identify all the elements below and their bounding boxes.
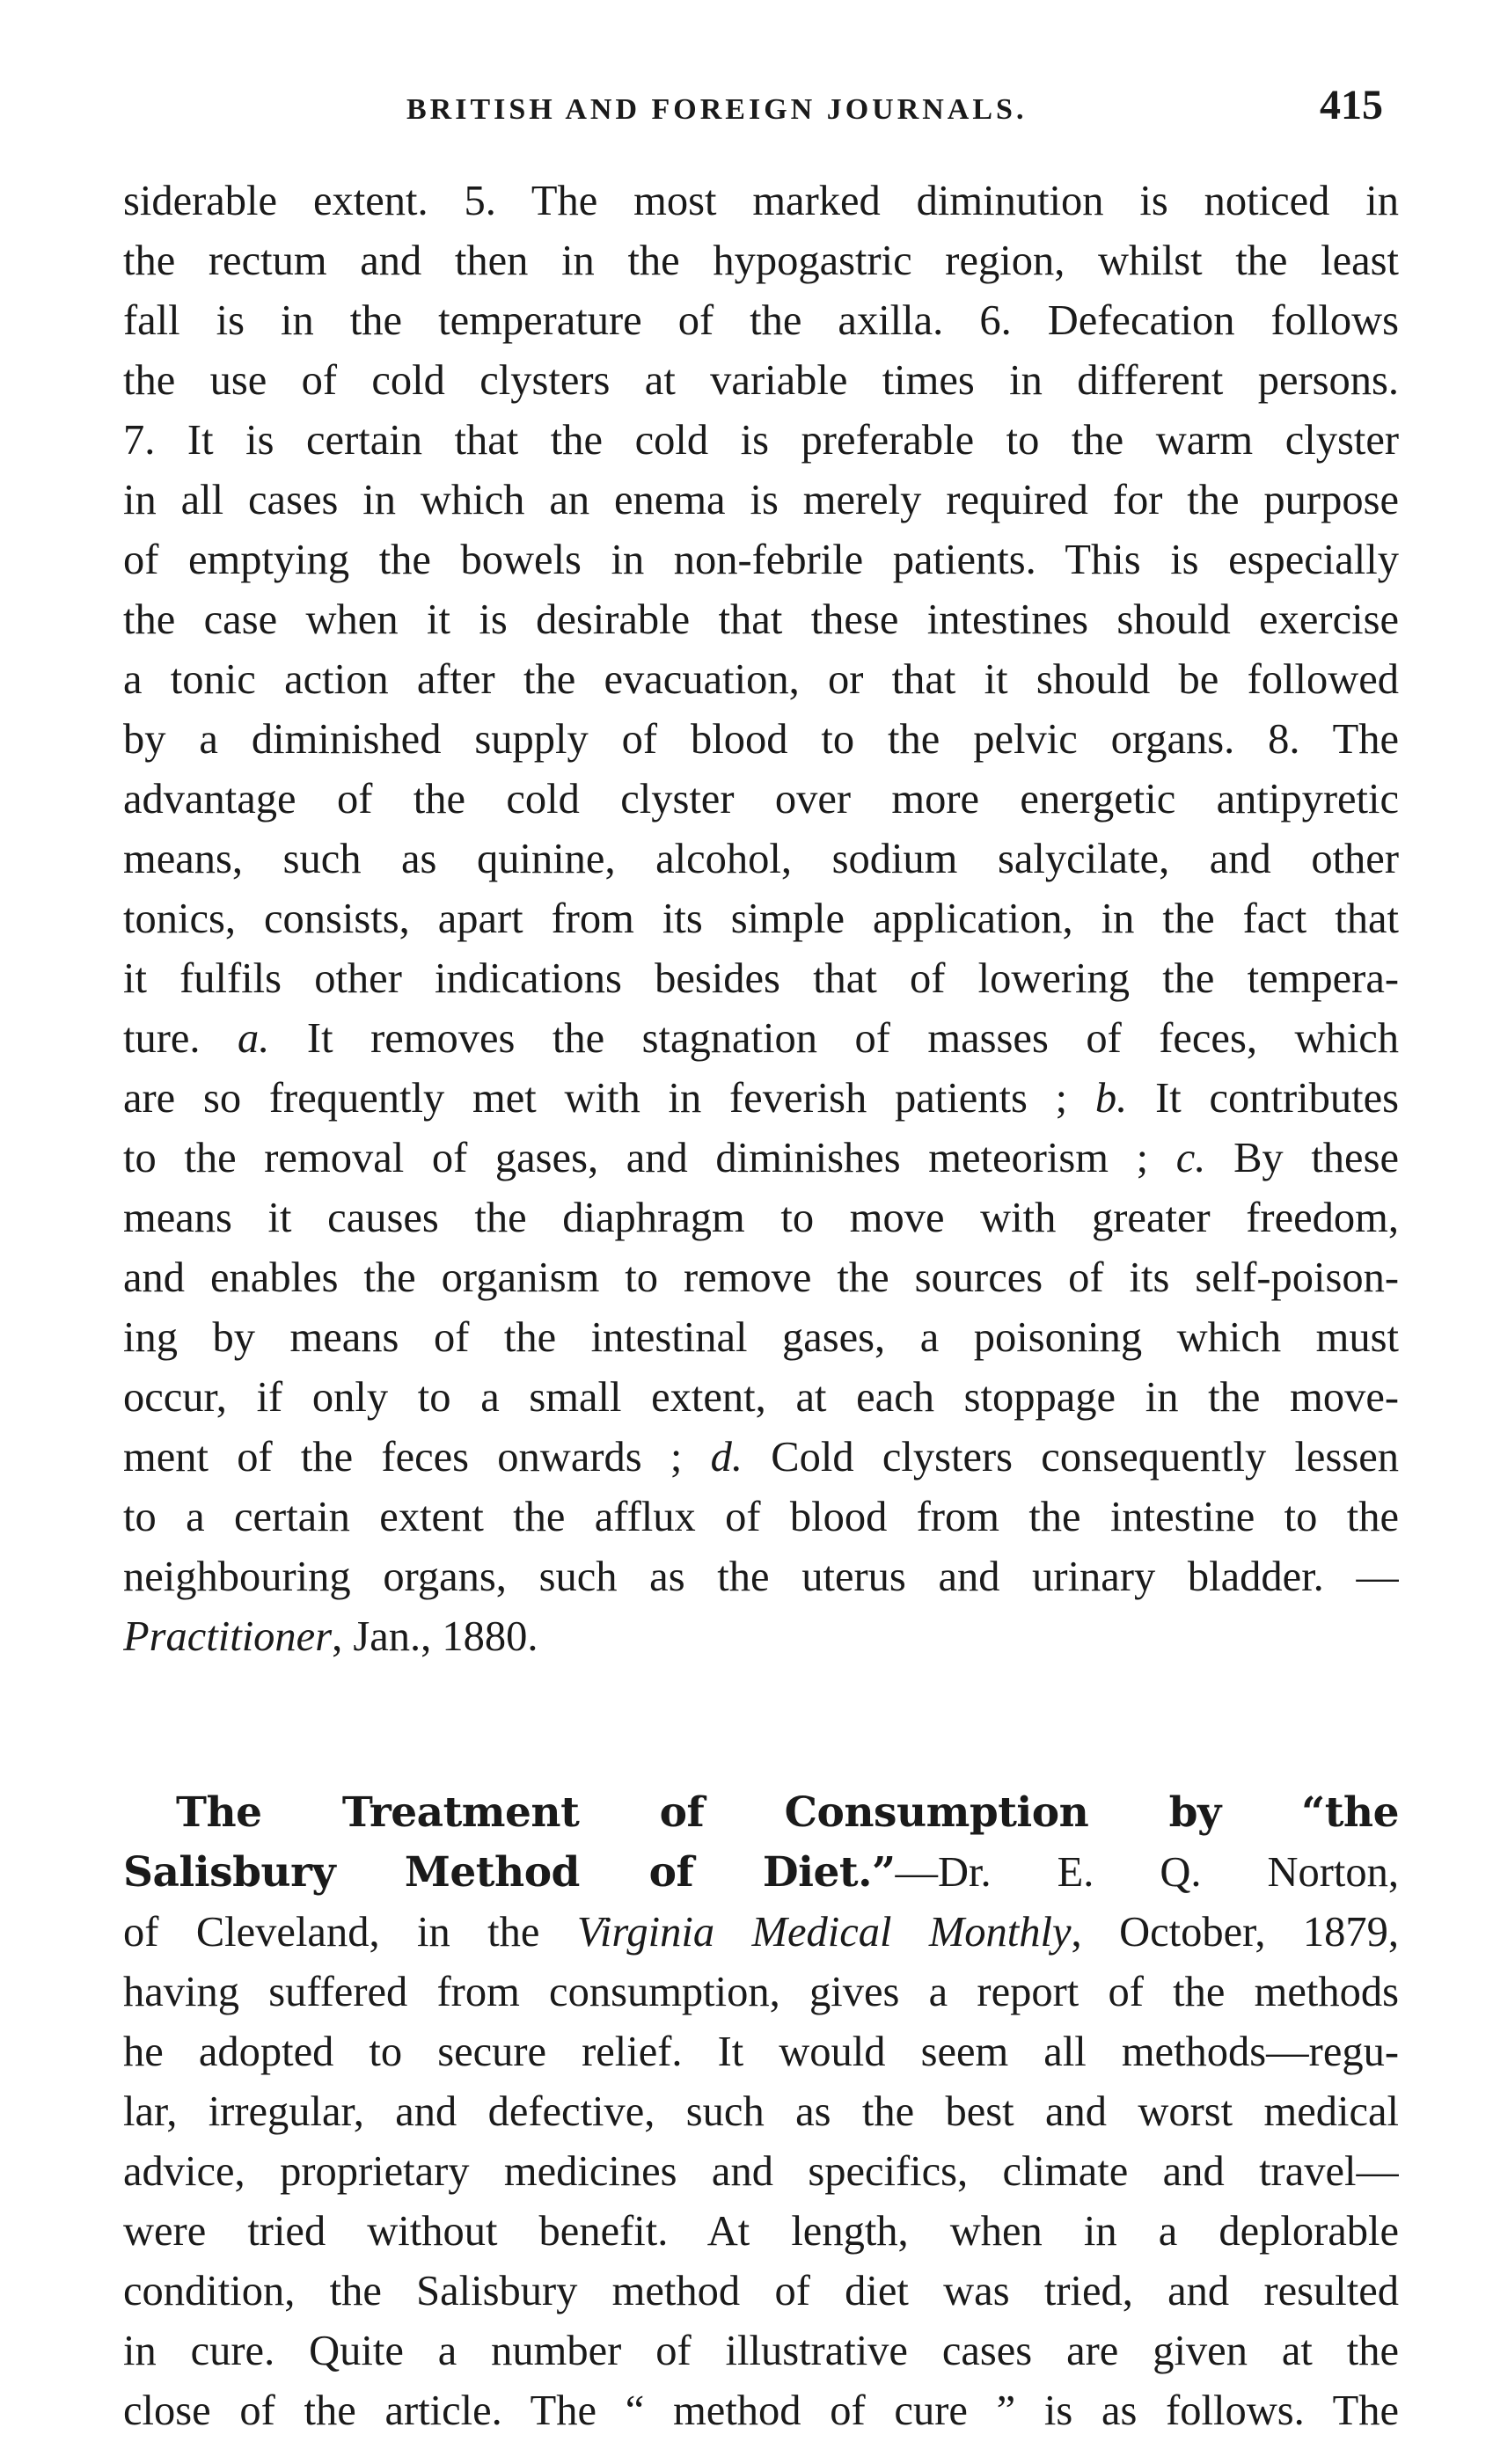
section-heading-text: The Treatment of Consumption by “the <box>176 1788 1399 1837</box>
list-marker: a. <box>238 1015 270 1062</box>
text-fragment: —Dr. E. Q. Norton, <box>895 1849 1399 1896</box>
journal-title: BRITISH AND FOREIGN JOURNALS. <box>406 93 1028 126</box>
citation-line <box>123 1607 1399 1667</box>
text-line: advice, proprietary medicines and specifics, climate and travel— <box>123 2148 1399 2195</box>
text-line: ing by means of the intestinal gases, a poisoning which must <box>123 1314 1399 1361</box>
text-line: tonics, consists, apart from its simple application, in the fact that <box>123 896 1399 942</box>
text-line: neighbouring organs, such as the uterus and urinary bladder. — <box>123 1554 1399 1600</box>
text-fragment: to the removal of gases, and diminishes meteorism ; <box>123 1135 1176 1181</box>
page-number: 415 <box>1320 82 1383 128</box>
text-fragment: of Cleveland, in the <box>123 1909 577 1956</box>
text-fragment: It removes the stagnation of masses of feces, which <box>269 1015 1399 1062</box>
text-fragment: Cold clysters consequently lessen <box>743 1434 1399 1481</box>
text-line: condition, the Salisbury method of diet was tried, and resulted <box>123 2268 1399 2314</box>
text-line: were tried without benefit. At length, when in a deplorable <box>123 2208 1399 2255</box>
text-fragment: are so frequently met with in feverish patients ; <box>123 1075 1095 1122</box>
text-line <box>123 1903 1399 1963</box>
list-marker: b. <box>1094 1075 1128 1122</box>
text-fragment: It contributes <box>1127 1075 1399 1122</box>
section-heading-text: Salisbury Method of Diet.” <box>123 1848 896 1897</box>
text-line: to a certain extent the afflux of blood from the intestine to the <box>123 1494 1399 1540</box>
text-line: having suffered from consumption, gives a report of the methods <box>123 1969 1399 2015</box>
text-line: by a diminished supply of blood to the pelvic organs. 8. The <box>123 716 1399 763</box>
text-line: advantage of the cold clyster over more energetic antipyretic <box>123 776 1399 823</box>
text-line: means it causes the diaphragm to move with greater freedom, <box>123 1195 1399 1241</box>
text-line: 7. It is certain that the cold is preferable to the warm clyster <box>123 417 1399 464</box>
citation-date: , Jan., 1880. <box>332 1613 538 1660</box>
text-line: he adopted to secure relief. It would seem all methods—regu- <box>123 2029 1399 2075</box>
text-line: the case when it is desirable that these intestines should exercise <box>123 596 1399 643</box>
text-line: the use of cold clysters at variable times in different persons. <box>123 357 1399 404</box>
article-text <box>123 172 1399 2441</box>
text-fragment: ment of the feces onwards ; <box>123 1434 711 1481</box>
text-line <box>123 1428 1399 1488</box>
text-line: close of the article. The “ method of cure ” is as follows. The <box>123 2387 1399 2434</box>
section-gap <box>123 1667 1399 1783</box>
running-head <box>123 81 1399 143</box>
text-line: of emptying the bowels in non-febrile patients. This is especially <box>123 537 1399 583</box>
text-line: siderable extent. 5. The most marked diminution is noticed in <box>123 178 1399 224</box>
text-line: means, such as quinine, alcohol, sodium salycilate, and other <box>123 836 1399 882</box>
text-line: a tonic action after the evacuation, or that it should be followed <box>123 656 1399 703</box>
text-line: it fulfils other indications besides that of lowering the tempera- <box>123 955 1399 1002</box>
text-fragment: ture. <box>123 1015 238 1062</box>
text-line <box>123 1009 1399 1069</box>
list-marker: d. <box>710 1434 743 1481</box>
text-line: fall is in the temperature of the axilla. 6. Defecation follows <box>123 297 1399 344</box>
list-marker: c. <box>1175 1135 1206 1181</box>
text-fragment: By these <box>1205 1135 1399 1181</box>
text-line <box>123 1129 1399 1188</box>
text-line <box>123 1069 1399 1129</box>
text-line: and enables the organism to remove the sources of its self-poison- <box>123 1254 1399 1301</box>
citation-journal: Practitioner <box>123 1613 333 1660</box>
text-line: occur, if only to a small extent, at each stoppage in the move- <box>123 1374 1399 1421</box>
text-line <box>123 1843 1399 1903</box>
journal-name: Virginia Medical Monthly <box>576 1909 1072 1956</box>
text-line: lar, irregular, and defective, such as the best and worst medical <box>123 2088 1399 2135</box>
text-line: in all cases in which an enema is merely required for the purpose <box>123 477 1399 523</box>
text-line: the rectum and then in the hypogastric region, whilst the least <box>123 238 1399 284</box>
text-line: in cure. Quite a number of illustrative cases are given at the <box>123 2328 1399 2374</box>
section-heading <box>123 1783 1399 1843</box>
text-fragment: , October, 1879, <box>1071 1909 1399 1956</box>
